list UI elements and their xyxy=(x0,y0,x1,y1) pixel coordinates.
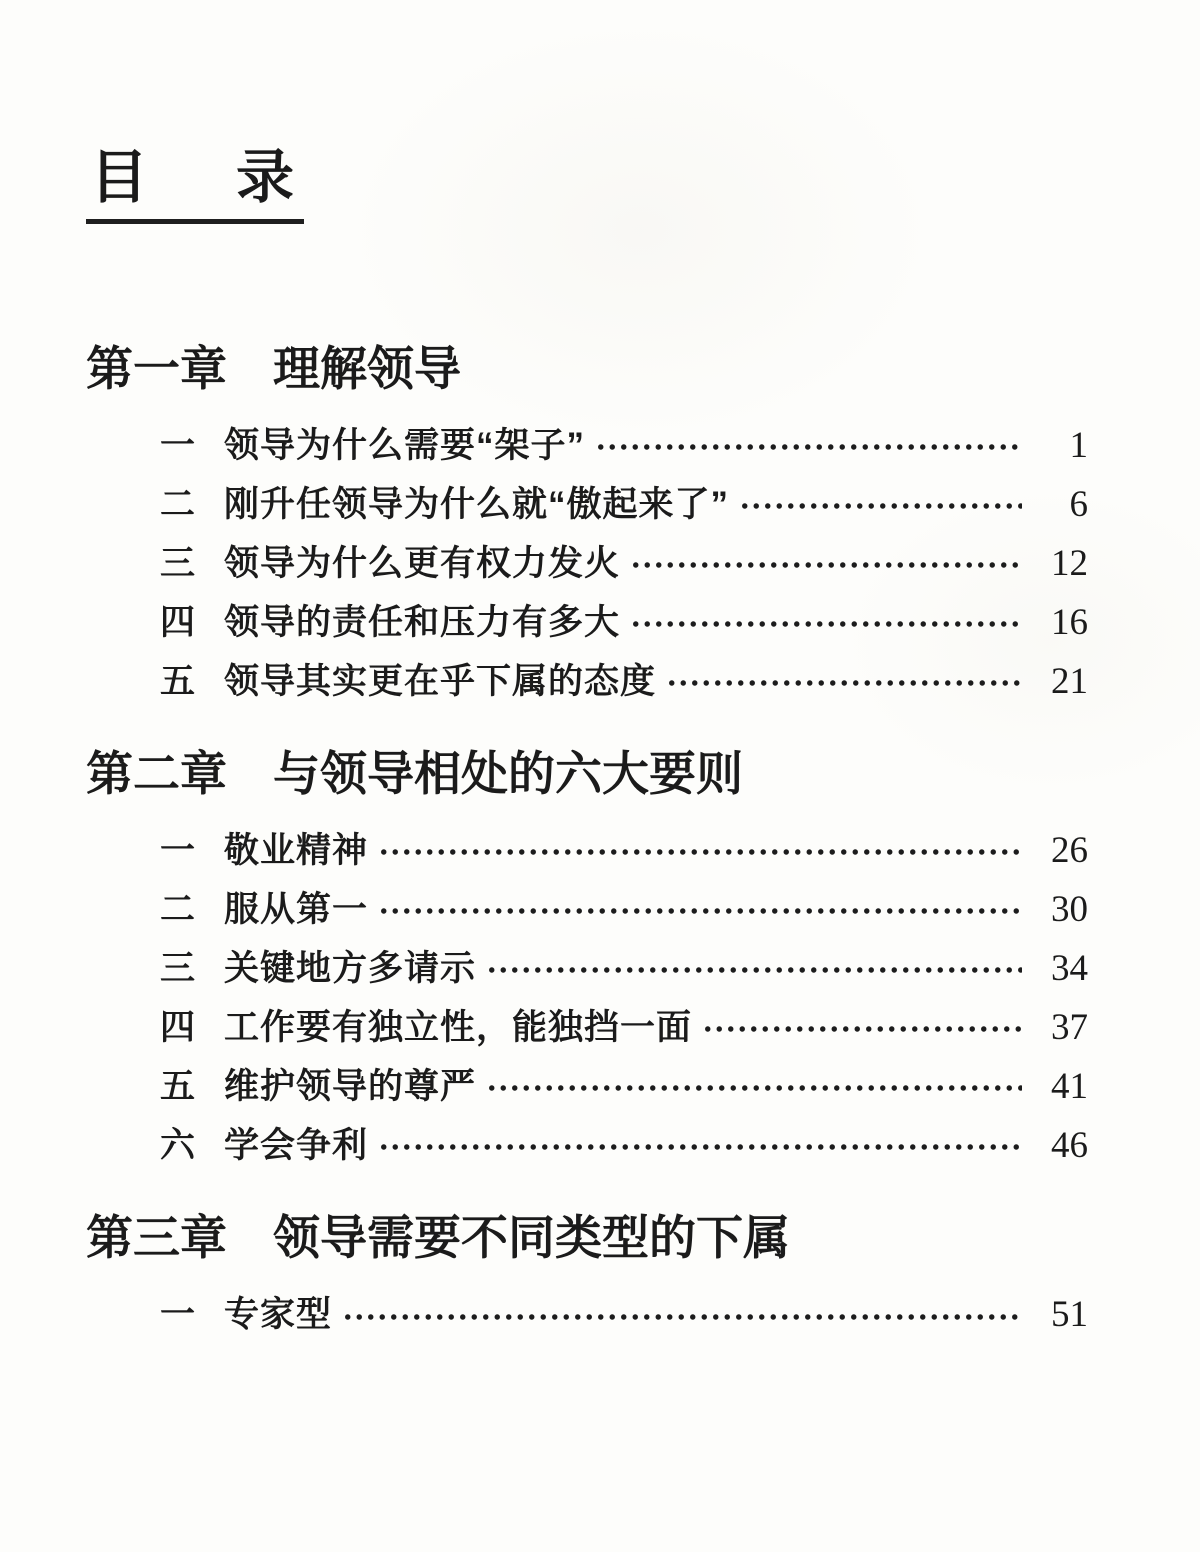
toc-entry xyxy=(160,882,1088,941)
toc-body xyxy=(86,342,1088,1346)
chapter-label: 第三章 xyxy=(86,1210,227,1264)
toc-entry-number: 三 xyxy=(160,948,196,988)
toc-entry-page: 46 xyxy=(1051,1124,1088,1166)
chapter-title: 领导需要不同类型的下属 xyxy=(273,1210,790,1264)
toc-entry-number: 五 xyxy=(160,1066,196,1106)
toc-entry xyxy=(160,1118,1088,1177)
page-title xyxy=(86,145,304,224)
toc-entry-number: 一 xyxy=(160,830,196,870)
toc-entry-page: 6 xyxy=(1069,483,1088,525)
chapter-title: 理解领导 xyxy=(273,341,461,395)
toc-entry-title: 服从第一 xyxy=(224,889,369,929)
chapter-heading xyxy=(86,1211,1088,1265)
toc-entry-page: 34 xyxy=(1051,947,1088,989)
toc-entry xyxy=(160,1000,1088,1059)
toc-entry-title: 领导为什么更有权力发火 xyxy=(224,543,621,583)
dot-leader xyxy=(342,1310,1022,1324)
dot-leader xyxy=(630,617,1022,631)
dot-leader xyxy=(630,558,1022,572)
toc-chapter xyxy=(86,747,1088,1177)
chapter-heading xyxy=(86,342,1088,396)
toc-entry-number: 一 xyxy=(160,425,196,465)
chapter-items xyxy=(160,418,1088,713)
chapter-items xyxy=(160,823,1088,1177)
toc-entry xyxy=(160,1059,1088,1118)
toc-chapter xyxy=(86,342,1088,713)
toc-entry-title: 领导为什么需要“架子” xyxy=(224,425,586,465)
toc-entry-number: 四 xyxy=(160,1007,196,1047)
chapter-label: 第一章 xyxy=(86,341,227,395)
toc-entry-page: 1 xyxy=(1069,424,1088,466)
toc-entry-number: 三 xyxy=(160,543,196,583)
page-title-char: 录 xyxy=(236,145,295,210)
toc-entry-page: 26 xyxy=(1051,829,1088,871)
toc-entry-page: 16 xyxy=(1051,601,1088,643)
toc-entry-title: 关键地方多请示 xyxy=(224,948,477,988)
toc-entry xyxy=(160,477,1088,536)
toc-chapter xyxy=(86,1211,1088,1346)
toc-entry xyxy=(160,823,1088,882)
toc-entry-title: 刚升任领导为什么就“傲起来了” xyxy=(224,484,730,524)
dot-leader xyxy=(486,963,1022,977)
toc-entry-number: 五 xyxy=(160,661,196,701)
toc-entry xyxy=(160,654,1088,713)
dot-leader xyxy=(739,499,1022,513)
dot-leader xyxy=(378,1140,1022,1154)
chapter-heading xyxy=(86,747,1088,801)
toc-entry-page: 21 xyxy=(1051,660,1088,702)
toc-entry-title: 维护领导的尊严 xyxy=(224,1066,477,1106)
toc-entry-number: 二 xyxy=(160,889,196,929)
chapter-title: 与领导相处的六大要则 xyxy=(273,746,743,800)
chapter-items xyxy=(160,1287,1088,1346)
dot-leader xyxy=(378,904,1022,918)
toc-entry xyxy=(160,536,1088,595)
toc-entry-title: 工作要有独立性，能独挡一面 xyxy=(224,1007,693,1047)
toc-entry-page: 12 xyxy=(1051,542,1088,584)
toc-entry xyxy=(160,1287,1088,1346)
toc-entry-number: 一 xyxy=(160,1295,196,1335)
toc-entry-page: 41 xyxy=(1051,1065,1088,1107)
toc-entry-title: 专家型 xyxy=(224,1295,333,1335)
chapter-label: 第二章 xyxy=(86,746,227,800)
toc-entry-page: 37 xyxy=(1051,1006,1088,1048)
toc-entry xyxy=(160,595,1088,654)
toc-entry xyxy=(160,941,1088,1000)
dot-leader xyxy=(486,1081,1022,1095)
toc-entry-title: 领导的责任和压力有多大 xyxy=(224,602,621,642)
dot-leader xyxy=(702,1022,1022,1036)
toc-entry-title: 领导其实更在乎下属的态度 xyxy=(224,661,657,701)
toc-entry-title: 敬业精神 xyxy=(224,830,369,870)
dot-leader xyxy=(378,845,1022,859)
toc-entry-page: 51 xyxy=(1051,1294,1088,1336)
toc-entry-number: 二 xyxy=(160,484,196,524)
toc-entry-number: 四 xyxy=(160,602,196,642)
dot-leader xyxy=(595,440,1022,454)
toc-entry-title: 学会争利 xyxy=(224,1125,369,1165)
toc-entry xyxy=(160,418,1088,477)
toc-entry-page: 30 xyxy=(1051,888,1088,930)
toc-entry-number: 六 xyxy=(160,1125,196,1165)
dot-leader xyxy=(666,676,1022,690)
page-title-char: 目 xyxy=(90,145,149,210)
